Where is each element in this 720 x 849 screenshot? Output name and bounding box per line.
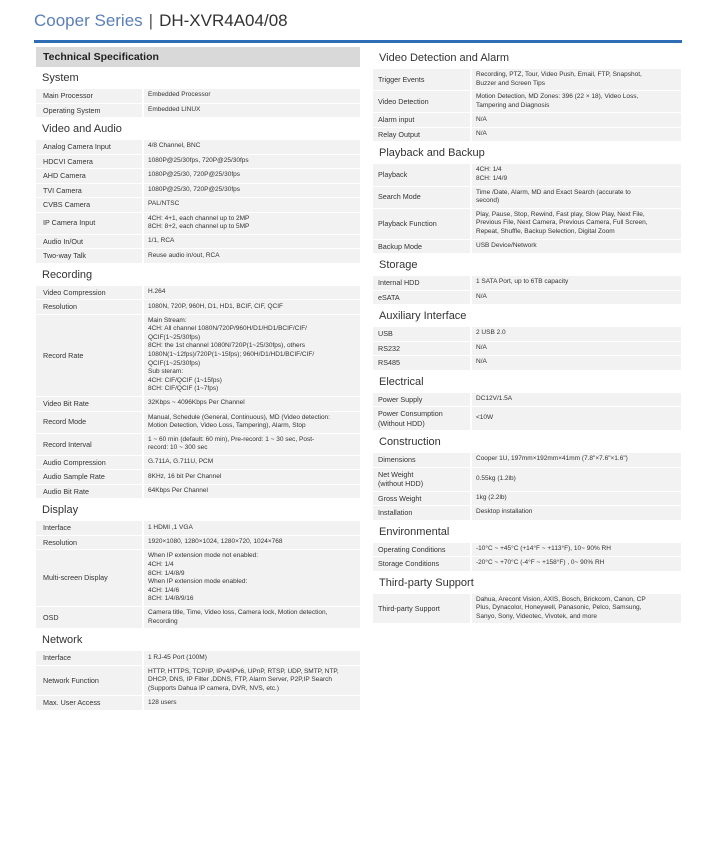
right-spec-table [373, 47, 681, 624]
spec-value: Camera title, Time, Video loss, Camera lock, Motion detection, Recording [148, 608, 328, 625]
section-heading: Storage [379, 259, 418, 272]
spec-row [36, 286, 360, 301]
spec-label: Power Consumption (Without HDD) [373, 407, 472, 430]
spec-row [36, 155, 360, 170]
spec-label: Playback [373, 164, 472, 185]
section-heading: Environmental [379, 525, 450, 538]
spec-value: 1 SATA Port, up to 6TB capacity [476, 278, 569, 286]
header-separator: | [148, 11, 154, 30]
spec-label: Video Bit Rate [36, 397, 144, 411]
spec-row [373, 113, 681, 128]
spec-row [373, 128, 681, 143]
spec-value: Cooper 1U, 197mm×192mm×41mm (7.8"×7.6"×1.6") [476, 455, 628, 463]
spec-label: Interface [36, 651, 144, 665]
spec-value: Manual, Schedule (General, Continuous), MD (Video detection: Motion Detection, Video Loss, Tampering), Alarm, Stop [148, 413, 330, 430]
spec-row [36, 696, 360, 711]
spec-label: Resolution [36, 536, 144, 550]
spec-label: TVI Camera [36, 184, 144, 198]
spec-row [36, 89, 360, 104]
spec-row [373, 69, 681, 91]
spec-label: Alarm input [373, 113, 472, 127]
section-heading: Playback and Backup [379, 147, 485, 160]
spec-row [373, 393, 681, 408]
spec-row [36, 249, 360, 264]
spec-label: Installation [373, 506, 472, 520]
spec-label: eSATA [373, 291, 472, 305]
spec-value: <10W [476, 414, 494, 422]
section-heading: Construction [379, 436, 441, 449]
spec-row [36, 235, 360, 250]
spec-label: Two-way Talk [36, 249, 144, 263]
spec-label: Interface [36, 521, 144, 535]
spec-label: RS232 [373, 342, 472, 356]
spec-value: Play, Pause, Stop, Rewind, Fast play, Slow Play, Next File, Previous File, Next Camera, Previous Camera, Full Screen, Repeat, Shuffle, Backup Selection, Digital Zoom [476, 210, 648, 235]
section-heading: Recording [42, 268, 93, 281]
spec-value: 1080N, 720P, 960H, D1, HD1, BCIF, CIF, QCIF [148, 302, 283, 310]
section-heading: Third-party Support [379, 576, 474, 589]
spec-label: IP Camera Input [36, 213, 144, 234]
spec-label: Relay Output [373, 128, 472, 142]
spec-value: 1kg (2.2lb) [476, 493, 507, 501]
spec-label: Backup Mode [373, 240, 472, 254]
spec-row [373, 557, 681, 572]
spec-label: Internal HDD [373, 276, 472, 290]
spec-row [36, 521, 360, 536]
spec-value: 1080P@25/30, 720P@25/30fps [148, 171, 240, 179]
spec-label: Multi-screen Display [36, 550, 144, 606]
model-name: DH-XVR4A04/08 [159, 11, 288, 30]
spec-row [36, 485, 360, 500]
section-heading: System [42, 72, 79, 84]
spec-row [373, 356, 681, 371]
spec-row [373, 240, 681, 255]
spec-label: Power Supply [373, 393, 472, 407]
spec-row [373, 327, 681, 342]
spec-label: AHD Camera [36, 169, 144, 183]
spec-label: HDCVI Camera [36, 155, 144, 169]
spec-value: Motion Detection, MD Zones: 396 (22 × 18), Video Loss, Tampering and Diagnosis [476, 93, 639, 109]
spec-label: Audio Compression [36, 456, 144, 470]
spec-value: Desktop installation [476, 508, 533, 516]
spec-value: Time /Date, Alarm, MD and Exact Search (accurate to second) [476, 188, 631, 205]
spec-label: Video Detection [373, 91, 472, 112]
spec-value: N/A [476, 343, 487, 351]
spec-row [373, 594, 681, 625]
spec-label: Dimensions [373, 453, 472, 467]
spec-value: USB Device/Network [476, 241, 537, 249]
spec-value: 1920×1080, 1280×1024, 1280×720, 1024×768 [148, 538, 283, 546]
header-rule [34, 40, 682, 43]
spec-label: Resolution [36, 300, 144, 314]
spec-title: Technical Specification [36, 47, 360, 67]
spec-row [36, 169, 360, 184]
spec-label: Audio Sample Rate [36, 470, 144, 484]
spec-row [373, 291, 681, 306]
spec-row [373, 407, 681, 431]
spec-value: H.264 [148, 288, 166, 296]
spec-value: 8KHz, 16 bit Per Channel [148, 472, 222, 480]
spec-value: PAL/NTSC [148, 200, 180, 208]
spec-label: OSD [36, 607, 144, 628]
spec-label: Operating Conditions [373, 543, 472, 557]
section-heading: Network [42, 634, 83, 647]
spec-row [36, 184, 360, 199]
spec-value: N/A [476, 358, 487, 366]
spec-row [36, 550, 360, 607]
section-heading: Video Detection and Alarm [379, 52, 510, 64]
spec-value: 128 users [148, 698, 177, 706]
left-spec-table [36, 67, 360, 711]
spec-value: 1 RJ-45 Port (100M) [148, 653, 207, 661]
document-header [34, 8, 288, 34]
spec-value: 4CH: 1/4 8CH: 1/4/9 [476, 166, 508, 182]
spec-value: 1 HDMI ,1 VGA [148, 523, 193, 531]
spec-row [36, 536, 360, 551]
spec-value: 32Kbps ~ 4096Kbps Per Channel [148, 399, 245, 407]
spec-row [36, 456, 360, 471]
spec-value: 1 ~ 60 min (default: 60 min), Pre-record: 1 ~ 30 sec, Post- record: 10 ~ 300 sec [148, 435, 315, 452]
spec-label: Max. User Access [36, 696, 144, 710]
spec-row [373, 276, 681, 291]
spec-label: Gross Weight [373, 492, 472, 506]
spec-value: Embedded LINUX [148, 105, 201, 113]
spec-value: 1/1, RCA [148, 237, 175, 245]
spec-row [373, 453, 681, 468]
spec-label: Storage Conditions [373, 557, 472, 571]
spec-value: N/A [476, 115, 487, 123]
section-heading: Electrical [379, 375, 424, 388]
series-name: Cooper Series [34, 11, 143, 30]
spec-row [36, 397, 360, 412]
spec-row [373, 342, 681, 357]
spec-label: Audio In/Out [36, 235, 144, 249]
spec-label: Analog Camera Input [36, 140, 144, 154]
spec-label: Record Mode [36, 412, 144, 433]
spec-row [36, 198, 360, 213]
spec-value: -20°C ~ +70°C (-4°F ~ +158°F) , 0~ 90% RH [476, 559, 605, 567]
spec-value: Dahua, Arecont Vision, AXIS, Bosch, Brickcom, Canon, CP Plus, Dynacolor, Honeywell, Panasonic, Pelco, Samsung, Sanyo, Sony, Videotec, Vivotek, and more [476, 595, 646, 620]
section-heading: Auxiliary Interface [379, 310, 467, 323]
spec-row [373, 209, 681, 240]
spec-value: When IP extension mode not enabled: 4CH: 1/4 8CH: 1/4/8/9 When IP extension mode enabled: 4CH: 1/4/6 8CH: 1/4/8/9/16 [148, 552, 259, 603]
section-heading: Display [42, 504, 79, 517]
spec-label: CVBS Camera [36, 198, 144, 212]
spec-label: Video Compression [36, 286, 144, 300]
spec-label: Playback Function [373, 209, 472, 239]
right-column [373, 47, 681, 624]
spec-row [373, 506, 681, 521]
spec-row [36, 140, 360, 155]
spec-label: Record Interval [36, 434, 144, 455]
spec-label: Main Processor [36, 89, 144, 103]
spec-row [36, 434, 360, 456]
spec-row [36, 651, 360, 666]
spec-row [36, 607, 360, 629]
spec-row [373, 187, 681, 209]
spec-value: 64Kbps Per Channel [148, 487, 208, 495]
spec-value: Reuse audio in/out, RCA [148, 251, 220, 259]
left-column [36, 47, 360, 711]
spec-row [36, 666, 360, 697]
spec-label: Search Mode [373, 187, 472, 208]
spec-row [373, 492, 681, 507]
spec-row [373, 164, 681, 186]
spec-row [36, 412, 360, 434]
spec-value: N/A [476, 130, 487, 138]
spec-value: Main Stream: 4CH: All channel 1080N/720P/960H/D1/HD1/BCIF/CIF/ QCIF(1~25/30fps) 8CH: the 1st channel 1080N/720P(1~25/30fps), others 1080N(1~12fps)/720P(1~15fps); 960H/D1/HD1/BCIF/CIF/ QCIF(1~25/30fps) Sub steram: 4CH: CIF/QCIF (1~15fps) 8CH: CIF/QCIF (1~7fps) [148, 316, 315, 393]
spec-value: Embedded Processor [148, 91, 211, 99]
spec-label: Operating System [36, 104, 144, 118]
spec-label: Net Weight (without HDD) [373, 468, 472, 491]
section-heading: Video and Audio [42, 123, 122, 135]
spec-value: HTTP, HTTPS, TCP/IP, IPv4/IPv6, UPnP, RTSP, UDP, SMTP, NTP, DHCP, DNS, IP Filter ,DDNS, FTP, Alarm Server, P2P,IP Search (Supports Dahua IP camera, DVR, NVS, etc.) [148, 667, 339, 692]
spec-row [36, 300, 360, 315]
spec-label: Trigger Events [373, 69, 472, 90]
spec-row [36, 104, 360, 119]
spec-value: G.711A, G.711U, PCM [148, 458, 214, 466]
spec-row [36, 213, 360, 235]
spec-label: Third-party Support [373, 594, 472, 624]
spec-label: Record Rate [36, 315, 144, 396]
spec-value: -10°C ~ +45°C (+14°F ~ +113°F), 10~ 90% RH [476, 544, 611, 552]
spec-row [373, 468, 681, 492]
spec-label: RS485 [373, 356, 472, 370]
spec-label: USB [373, 327, 472, 341]
spec-value: Recording, PTZ, Tour, Video Push, Email, FTP, Snapshot, Buzzer and Screen Tips [476, 71, 642, 87]
spec-label: Network Function [36, 666, 144, 696]
spec-row [36, 470, 360, 485]
spec-value: 1080P@25/30, 720P@25/30fps [148, 185, 240, 193]
spec-value: 4/8 Channel, BNC [148, 142, 201, 150]
spec-row [36, 315, 360, 397]
spec-value: 0.55kg (1.2lb) [476, 474, 516, 482]
spec-label: Audio Bit Rate [36, 485, 144, 499]
spec-row [373, 91, 681, 113]
spec-value: DC12V/1.5A [476, 394, 513, 402]
spec-value: 4CH: 4+1, each channel up to 2MP 8CH: 8+2, each channel up to 5MP [148, 214, 250, 231]
spec-value: N/A [476, 292, 487, 300]
spec-value: 2 USB 2.0 [476, 329, 506, 337]
spec-value: 1080P@25/30fps, 720P@25/30fps [148, 156, 249, 164]
spec-row [373, 543, 681, 558]
